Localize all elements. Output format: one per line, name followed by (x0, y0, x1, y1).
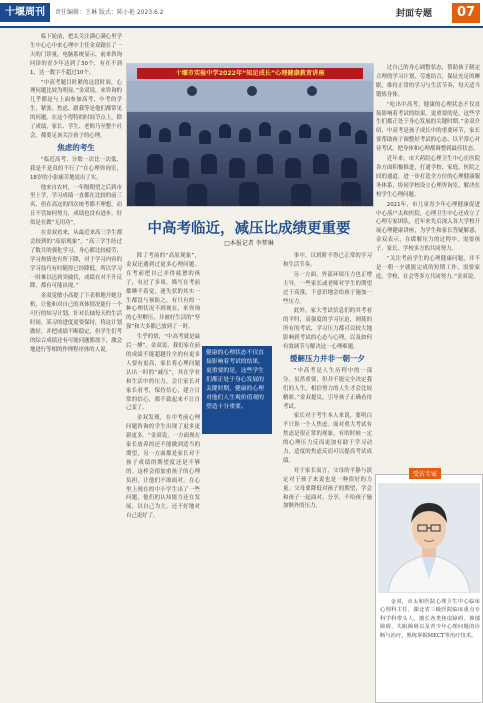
paragraph: “临近高考，分数一次比一次低，我是不是真的不行了”在心理咨询室，18岁的小张痛苦地说出了实。 (30, 156, 122, 181)
paragraph: 他来自农村，一年级期望之后到市里上学，学习成绩一直都在比较的前三名，但在高这的四次统考都不理想，而且不管如何努力，成绩也没有进步，好似是在做“无用功”。 (30, 184, 122, 227)
paragraph: 在金双看来，从最近来高三学生都会较到的“高原现象”。“高三学生经过了数月的强化学习，身心都比较疲劳，学习热情也有所下降，对于学习内容的学习技巧有时随得已经降低，所以学习一时难以达到突破状，成绩在对不升反降，都有可能出现。” (30, 230, 122, 290)
paragraph: 家长对于考生本人来说，要明白不只你一个人焦虑。面对重大考试有焦虑是很正常的现象，有的时候一定的心理压力反而更加有助于学习动力，适度的焦虑反而可以提高考试成绩。 (283, 413, 372, 464)
paragraph: 近年来，市大药院心理卫生中心在医院各方面积极推进，打通学校、家庭、医院之间的通道，进一步打造全方位的心理健康服务体系，协同学校设立心理咨询室，解决在校学生心理问题。 (376, 156, 480, 198)
photo-caption: 心理健康讲座。 (331, 201, 367, 207)
subhead-relieve-pressure: 缓解压力并非一朝一夕 (290, 353, 365, 363)
expert-description: 金双，市太和医院心理卫生中心临床心理科主任，湖北省三级医院临床重点专科学科带头人，擅长各类焦虑障碍、抑郁障碍、失眠障碍以及青少年心理问题的诊断与治疗，熟练掌握MECT等治疗技术。 (380, 599, 480, 639)
paragraph: 金双觉敏小高提了下表格地开她分析，让他和对自己的真体情况能行一个可行的知习计划，针对长轴每天的生活时间，某习的进度更要保持，将这计划做好，并把成绩不断稳定，但学生们考的综合成绩还有可能问题都放下，激会地进行等相的作理程序体的人说。 (30, 293, 122, 353)
paragraph: 金双发现，在中考前心理问题咨询的学生出现了更多更新更多。“金双说，一方面现在家长放养的还不能做到适当的期望，另一方面都是家长对于孩子成绩的期望度还是不够的。这样会很加重孩子的心理负担，让他们不敢面对。在心里上现在的中小学生出了一些问题，他们的认知能力还在发展、以自己为主，还不好地对自己更好了。 (126, 415, 200, 520)
paragraph: 过自己的身心调整状态，帮助孩子制定合理的学习计划，劳逸结合，保证充足的睡眠，维持正常的学习与生活节奏，每天适当锻炼身体。 (376, 65, 480, 98)
lecture-photo (126, 63, 374, 207)
article-column-4 (376, 64, 480, 468)
paragraph: 此外，家大考试信息们的其考看的平时，高强度的学习压迫，则使的所有的考试，学习压力都可以较大地影响到考试的心态与心理，以及如何有效调节与解决这一心理难题。 (283, 308, 372, 351)
expert-portrait (378, 483, 480, 593)
paragraph: “吃出中高考，健康的心理状态不仅直接影响着考试的结果，更重要的是，这些学生们都正处于身心发展的关键时期。”金双介绍，中高考是孩子成长中的重要环节，家长要帮助孩子调整好考试的心态，以平常心对待考试，把身体和心理都调整到最佳状态。 (376, 101, 480, 153)
paragraph: 2021年，市儿童青少年心理健康促进中心落户太和医院，心理卫生中心还成立了心理专家团队，近年来先后深入各大学校开展心理健康讲座，为学生和家长答疑解惑，金双表示，在缓解压力的过程中，需要孩子、家长、学校多方的共同努力。 (376, 201, 480, 253)
editor-credits: 责任编辑：王琳 版式：陈小艳 2023.6.2 (55, 9, 164, 16)
paragraph: “关注考前学生的心理健康问题，并不是一朝一夕就能完成的短期工作，需要家庭、学校、社会等多方共同努力。”金双说。 (376, 256, 480, 280)
paragraph: 除了考前的“高原现象”，金双还遇到过更多心理问题。在考前把自己弄得疲惫的孩子，有过了多项，描写在考前都睡不着觉，迷失状的其实一生都没与预防之，有只有的一种心理状况不到现在，来咨询的心里解压，并被好生活的“坚强”和大多都已放到了一时。 (126, 253, 200, 331)
page-header (0, 0, 483, 28)
paragraph: 生乎的情，“中高考就是最后一搏”。金双说，我们家在前的成绩不能超越往全的有更多人要有更高，家长将心理问题认出一时的“减压”，其在学业和生活中的压力，会让家长对家长看考，保持信心，建立日常的信心，都不致起来不让自己变了。 (126, 334, 200, 412)
paragraph: 事中，以班阶不得已正常的学习和生活节奏。 (283, 253, 372, 268)
page-number: 07 (452, 3, 480, 23)
paragraph: 另一方面，外部环境压力也正增主导。一些家长或老师对学生的期望过于高涨，下意识地会给孩子施加一些压力。 (283, 271, 372, 305)
article-column-3 (283, 252, 372, 700)
newspaper-logo: 十堰周刊 (0, 3, 50, 22)
pull-quote: 健康的心理状态不仅直接影响着考试的结果，更重要的是，这些学生们都正处于身心发展的关键时期，健康的心理对他们人生观价值观的塑造十分重要。 (202, 346, 272, 434)
expert-bio-box (375, 471, 483, 703)
expert-tag: 受访专家 (409, 468, 441, 479)
section-title: 封面专题 (396, 9, 433, 19)
article-column-2 (126, 252, 200, 700)
article-byline: □本报记者 李梦琳 (224, 240, 274, 247)
article-title: 中高考临近，减压比成绩更重要 (147, 220, 351, 237)
paragraph: 临下轮前，把太关注满心满心里学生中心心中来心理中主任金双籍在了一天的门诊量。电脑系统显示，前来咨询问诊的青少年达到了30个，有在不到1，达一数字不超过10个。 (30, 34, 122, 76)
subhead-anxious-students: 焦虑的考生 (57, 142, 95, 152)
article-column-1 (30, 33, 122, 701)
lecture-banner: 十堰市实验中学2022年“知足成长”心理健康教育讲座 (137, 68, 363, 79)
paragraph: 对于家长而言，父母的平静与淡定对于孩子来说也是一种很好的力量。父母要降低对孩子的期望，学会和孩子一起面对、分享，不给孩子施加额外的压力。 (283, 467, 372, 510)
paragraph: “中高考题目时紧的这段时间，心理问题比较为明显。”金双说，来咨询的几乎都是与上面参加高考、中考的学生，紧张、焦虑、跟我等是他们都常见的问题。在这个得特的时间节点上，除了成绩，家长、学生、老师乃至整个社会，都要足该关注孩子的心理。 (30, 79, 122, 139)
paragraph: “中高考是人生历程中的一部分，虽然重要，但并不能完全决定我们的人生，相信努力的人生才会比较精彩。”金双提议，引导孩子正确看待考试。 (283, 367, 372, 410)
